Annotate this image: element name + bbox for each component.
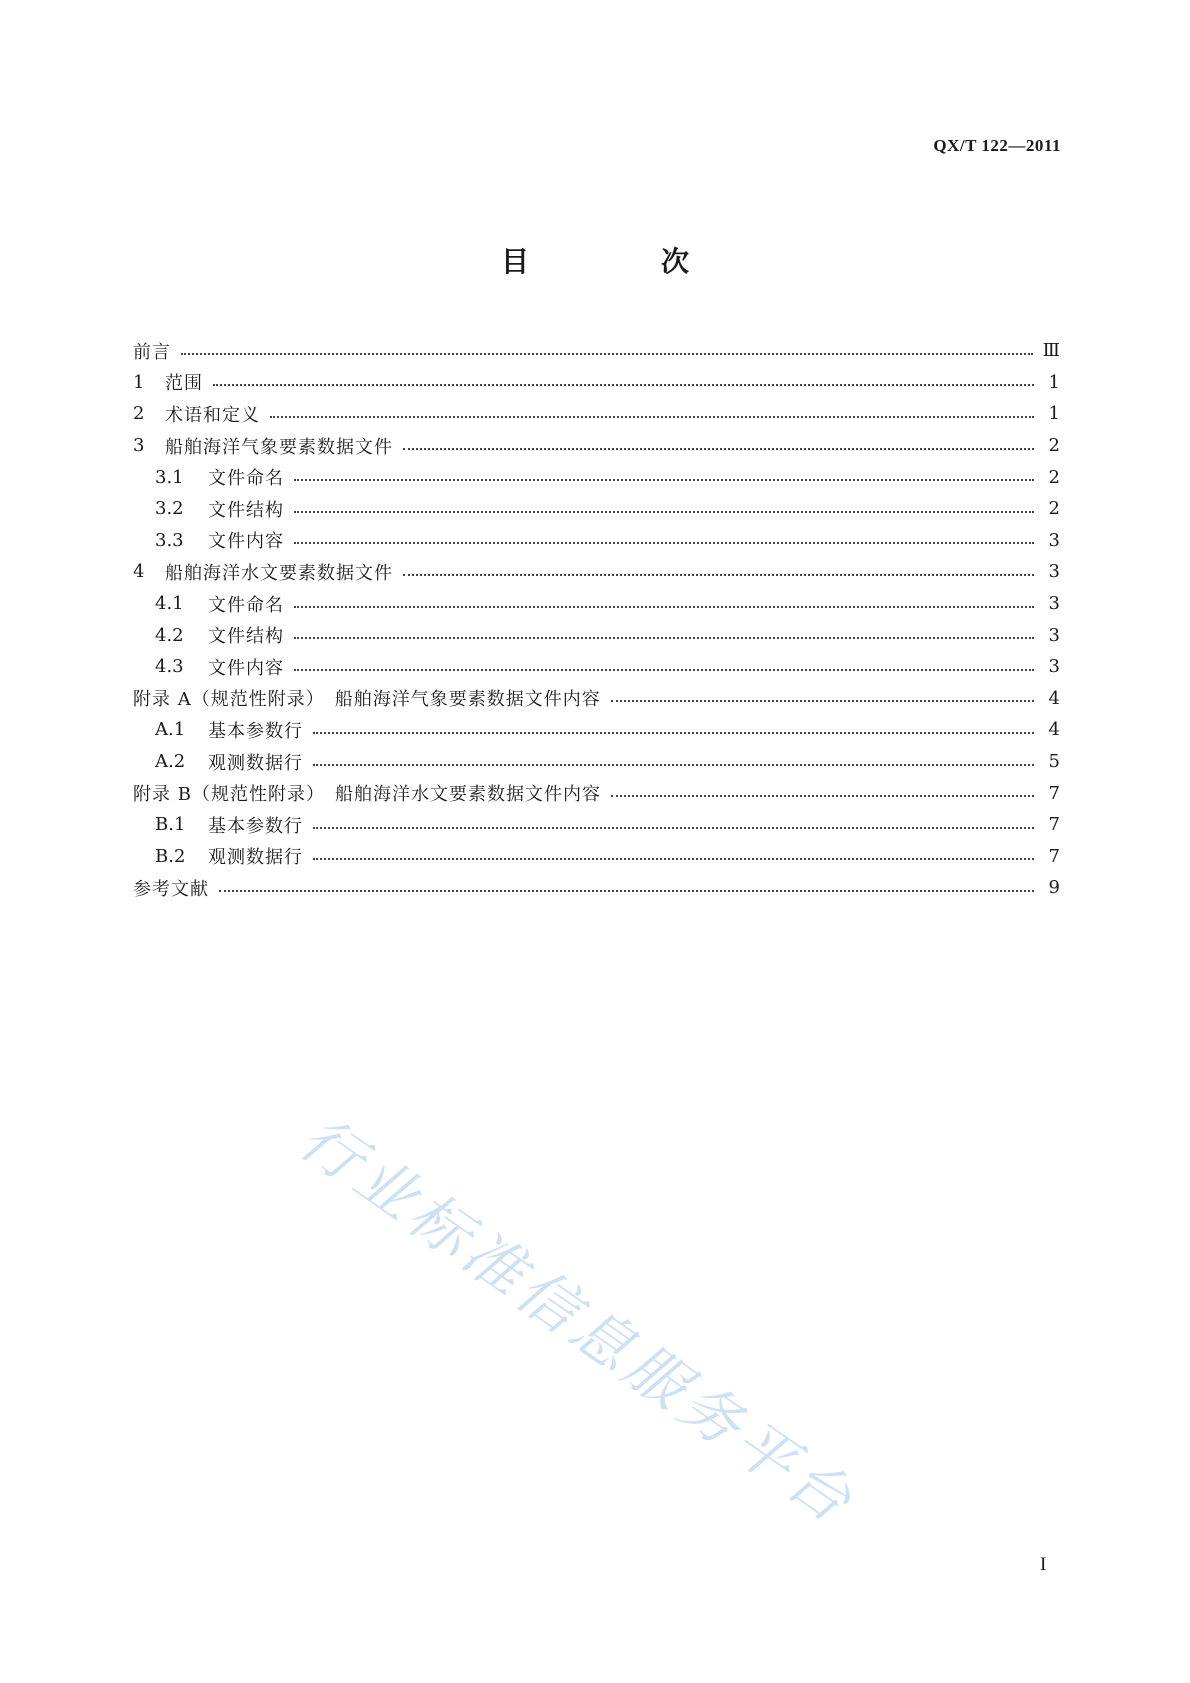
toc-dot-leader: [313, 813, 1034, 829]
toc-dot-leader: [313, 718, 1034, 734]
toc-entry-label: 基本参数行: [208, 720, 303, 742]
toc-entry[interactable]: [133, 809, 1060, 841]
toc-dot-leader: [294, 623, 1034, 639]
toc-entry-number: 1: [133, 371, 145, 393]
toc-entry-number: B.1: [155, 814, 186, 836]
toc-entry-label: 术语和定义: [165, 404, 260, 426]
page-number: I: [1040, 1554, 1047, 1575]
toc-entry[interactable]: [133, 335, 1060, 367]
toc-entry-number: 4: [133, 561, 145, 583]
toc-entry-label: 观测数据行: [208, 752, 303, 774]
toc-entry-label: 观测数据行: [208, 847, 303, 869]
toc-entry-page: 7: [1048, 814, 1060, 836]
toc-entry[interactable]: [133, 461, 1060, 493]
toc-entry[interactable]: [133, 556, 1060, 588]
toc-entry[interactable]: [133, 777, 1060, 809]
toc-entry[interactable]: [133, 651, 1060, 683]
toc-entry-number: A.2: [155, 751, 186, 773]
toc-entry-label: 附录 B（规范性附录） 船舶海洋水文要素数据文件内容: [133, 784, 601, 806]
toc-entry[interactable]: [133, 398, 1060, 430]
toc-entry-number: 4.2: [155, 624, 184, 646]
toc-entry-label: 参考文献: [133, 878, 209, 900]
toc-entry-number: B.2: [155, 845, 186, 867]
toc-entry-page: 1: [1048, 403, 1060, 425]
toc-entry[interactable]: [133, 619, 1060, 651]
toc-entry-number: A.1: [155, 719, 186, 741]
toc-entry-page: 4: [1048, 719, 1060, 741]
page-title: 目 次: [500, 245, 741, 278]
toc-entry-label: 船舶海洋水文要素数据文件: [165, 562, 393, 584]
toc-dot-leader: [611, 781, 1034, 797]
toc-entry[interactable]: [133, 588, 1060, 620]
toc-dot-leader: [313, 750, 1034, 766]
table-of-contents: [133, 335, 1060, 904]
toc-entry-label: 船舶海洋气象要素数据文件: [165, 436, 393, 458]
toc-entry-label: 文件结构: [208, 626, 284, 648]
toc-entry[interactable]: [133, 746, 1060, 778]
toc-entry-page: 2: [1048, 498, 1060, 520]
toc-dot-leader: [181, 339, 1033, 355]
toc-entry-page: 3: [1048, 593, 1060, 615]
toc-entry[interactable]: [133, 367, 1060, 399]
toc-entry-label: 前言: [133, 341, 171, 363]
toc-entry-number: 3.2: [155, 498, 184, 520]
toc-entry-page: 3: [1048, 624, 1060, 646]
toc-entry-number: 4.3: [155, 656, 184, 678]
toc-entry-page: 2: [1048, 435, 1060, 457]
toc-dot-leader: [611, 686, 1034, 702]
toc-entry[interactable]: [133, 493, 1060, 525]
toc-entry-label: 附录 A（规范性附录） 船舶海洋气象要素数据文件内容: [133, 689, 601, 711]
toc-dot-leader: [270, 402, 1034, 418]
toc-dot-leader: [403, 560, 1034, 576]
toc-dot-leader: [219, 876, 1034, 892]
watermark: 行业标准信息服务平台: [287, 1103, 868, 1540]
toc-entry-number: 3: [133, 435, 145, 457]
toc-dot-leader: [213, 370, 1034, 386]
toc-entry-page: Ⅲ: [1042, 340, 1060, 362]
toc-dot-leader: [294, 528, 1034, 544]
toc-entry-page: 3: [1048, 561, 1060, 583]
toc-entry-page: 7: [1048, 845, 1060, 867]
toc-entry[interactable]: [133, 683, 1060, 715]
toc-entry-label: 文件命名: [208, 468, 284, 490]
toc-entry-number: 4.1: [155, 593, 184, 615]
toc-entry-label: 文件命名: [208, 594, 284, 616]
toc-dot-leader: [403, 434, 1034, 450]
standard-code: QX/T 122—2011: [933, 136, 1061, 155]
toc-entry-label: 文件结构: [208, 499, 284, 521]
toc-entry-label: 文件内容: [208, 531, 284, 553]
toc-entry-number: 3.1: [155, 466, 184, 488]
toc-entry-label: 范围: [165, 373, 203, 395]
toc-entry-label: 文件内容: [208, 657, 284, 679]
toc-entry-page: 1: [1048, 371, 1060, 393]
toc-dot-leader: [294, 465, 1034, 481]
toc-entry-page: 4: [1048, 687, 1060, 709]
toc-entry-page: 3: [1048, 656, 1060, 678]
toc-entry-number: 2: [133, 403, 145, 425]
toc-dot-leader: [294, 497, 1034, 513]
toc-entry-page: 7: [1048, 782, 1060, 804]
toc-entry-page: 9: [1048, 877, 1060, 899]
toc-entry[interactable]: [133, 525, 1060, 557]
toc-entry-page: 3: [1048, 529, 1060, 551]
toc-entry-number: 3.3: [155, 529, 184, 551]
toc-entry-label: 基本参数行: [208, 815, 303, 837]
toc-entry-page: 5: [1048, 751, 1060, 773]
toc-entry[interactable]: [133, 841, 1060, 873]
toc-entry[interactable]: [133, 872, 1060, 904]
toc-dot-leader: [294, 655, 1034, 671]
toc-dot-leader: [294, 592, 1034, 608]
toc-entry[interactable]: [133, 430, 1060, 462]
toc-entry[interactable]: [133, 714, 1060, 746]
toc-entry-page: 2: [1048, 466, 1060, 488]
toc-dot-leader: [313, 844, 1034, 860]
